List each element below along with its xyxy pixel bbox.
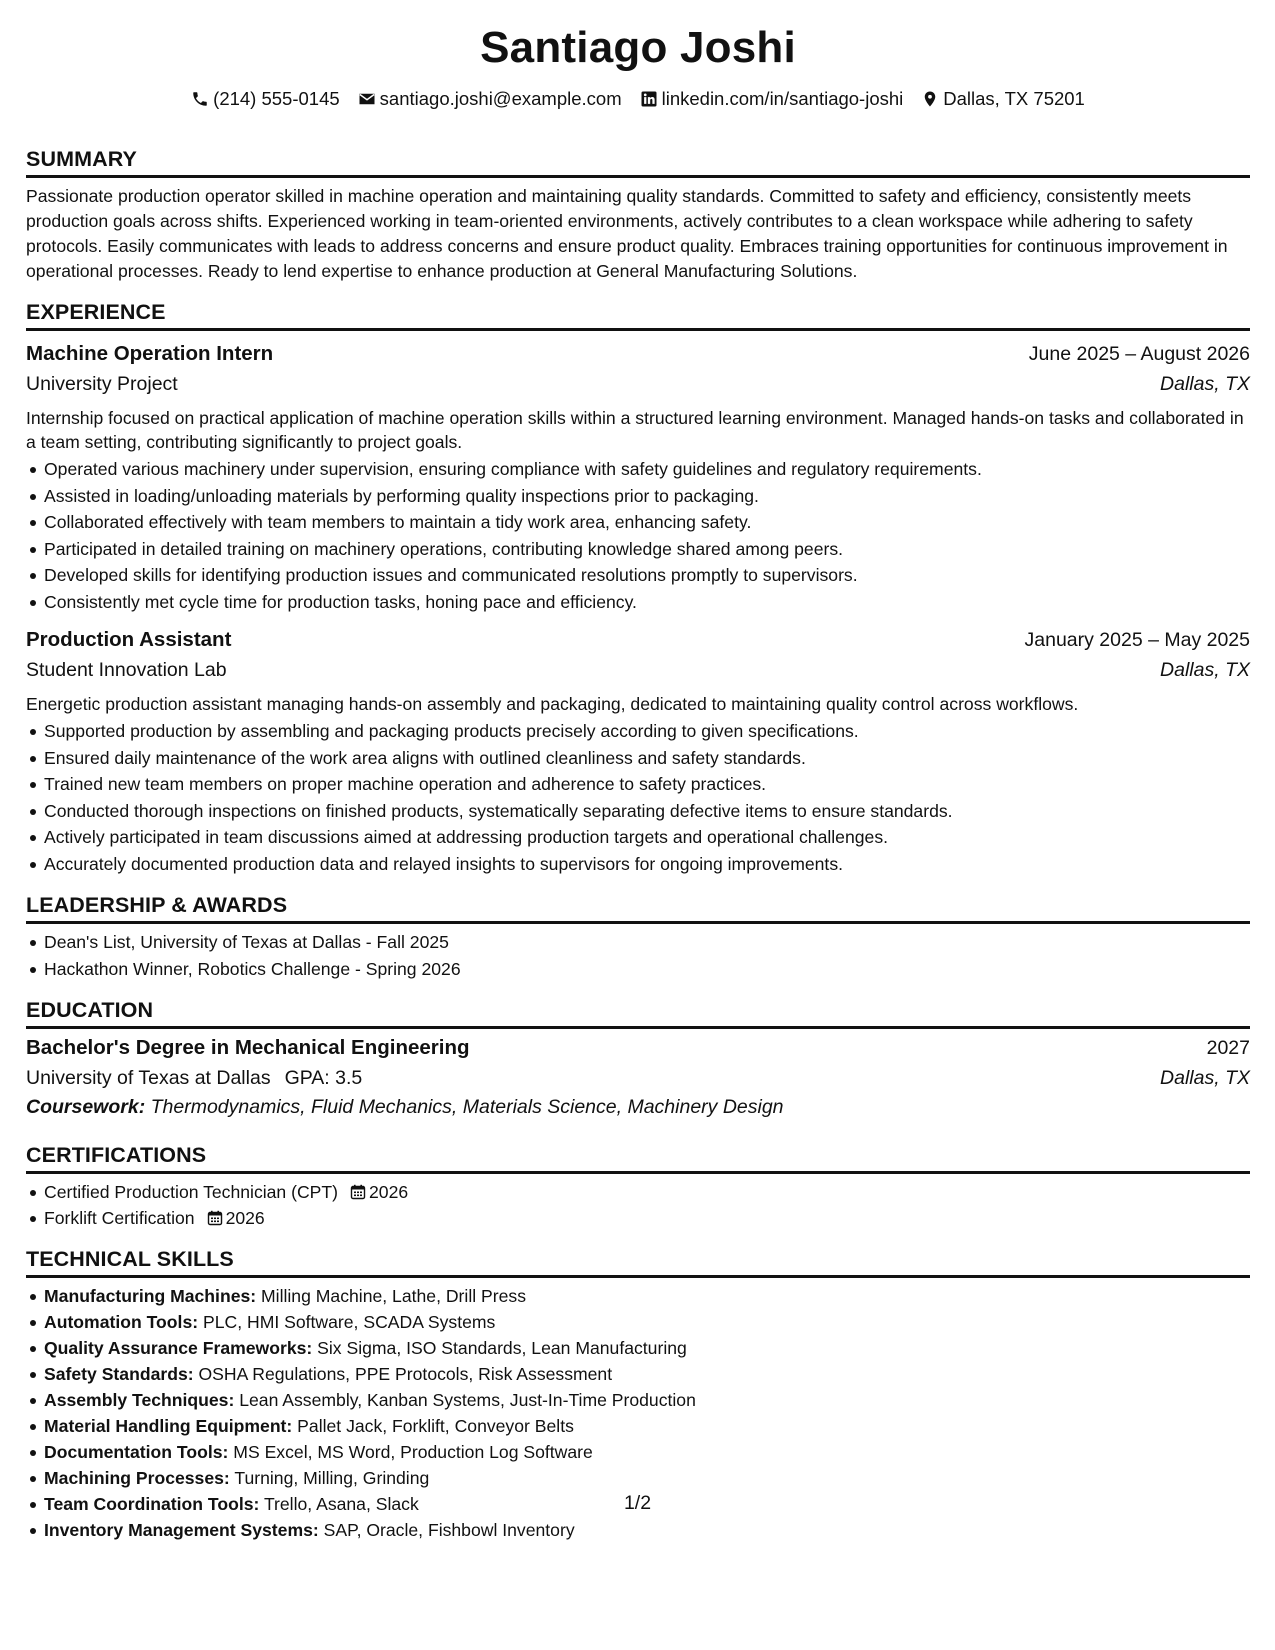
list-item: Dean's List, University of Texas at Dallas - Fall 2025: [26, 929, 1250, 956]
skill-values: SAP, Oracle, Fishbowl Inventory: [323, 1520, 575, 1540]
linkedin-icon: [640, 90, 658, 108]
phone-icon: [191, 90, 209, 108]
education-section: [26, 996, 1250, 1121]
job-dates: June 2025 – August 2026: [1028, 343, 1250, 365]
skill-category: Documentation Tools:: [44, 1442, 229, 1462]
skill-category: Material Handling Equipment:: [44, 1416, 293, 1436]
job-location: Dallas, TX: [1160, 659, 1250, 681]
list-item: Consistently met cycle time for production tasks, honing pace and efficiency.: [26, 589, 1250, 616]
section-title-leadership: LEADERSHIP & AWARDS: [26, 891, 1250, 924]
calendar-icon: [350, 1184, 366, 1200]
skill-values: Milling Machine, Lathe, Drill Press: [261, 1286, 526, 1306]
list-item: [26, 1517, 1250, 1543]
page-indicator: 1/2: [623, 1492, 652, 1514]
list-item: Trained new team members on proper machine operation and adherence to safety practices.: [26, 771, 1250, 798]
list-item: [26, 1283, 1250, 1309]
job-entry: [26, 339, 1250, 615]
skill-category: Manufacturing Machines:: [44, 1286, 257, 1306]
list-item: Actively participated in team discussions aimed at addressing production targets and operational challenges.: [26, 824, 1250, 851]
school-location: Dallas, TX: [1160, 1067, 1250, 1089]
list-item: Supported production by assembling and packaging products precisely according to given specifications.: [26, 718, 1250, 745]
map-pin-icon: [921, 90, 939, 108]
skill-category: Quality Assurance Frameworks:: [44, 1338, 313, 1358]
job-location: Dallas, TX: [1160, 373, 1250, 395]
list-item: [26, 1309, 1250, 1335]
list-item: Developed skills for identifying production issues and communicated resolutions promptly to supervisors.: [26, 562, 1250, 589]
skill-category: Assembly Techniques:: [44, 1390, 235, 1410]
list-item: Assisted in loading/unloading materials by performing quality inspections prior to packaging.: [26, 483, 1250, 510]
skill-values: OSHA Regulations, PPE Protocols, Risk Assessment: [198, 1364, 613, 1384]
linkedin-text: linkedin.com/in/santiago-joshi: [661, 88, 904, 109]
job-title: Machine Operation Intern: [26, 342, 274, 365]
list-item: Hackathon Winner, Robotics Challenge - Spring 2026: [26, 956, 1250, 983]
skill-values: MS Excel, MS Word, Production Log Software: [233, 1442, 593, 1462]
certifications-section: [26, 1141, 1250, 1231]
leadership-list: [26, 929, 1250, 982]
coursework: [26, 1093, 1250, 1121]
graduation-year: 2027: [1206, 1037, 1250, 1059]
envelope-icon: [358, 90, 376, 108]
job-bullets: [26, 718, 1250, 877]
list-item: [26, 1335, 1250, 1361]
school-name: University of Texas at Dallas: [26, 1067, 271, 1089]
list-item: [26, 1439, 1250, 1465]
section-title-certifications: CERTIFICATIONS: [26, 1141, 1250, 1174]
contact-linkedin[interactable]: [640, 88, 904, 110]
email-text: santiago.joshi@example.com: [379, 88, 622, 109]
summary-section: [26, 145, 1250, 284]
leadership-section: [26, 891, 1250, 982]
coursework-list: Thermodynamics, Fluid Mechanics, Materials Science, Machinery Design: [150, 1096, 784, 1118]
list-item: [26, 1361, 1250, 1387]
skill-values: Pallet Jack, Forklift, Conveyor Belts: [297, 1416, 574, 1436]
list-item: Participated in detailed training on machinery operations, contributing knowledge shared among peers.: [26, 536, 1250, 563]
job-entry: [26, 625, 1250, 877]
contact-bar: [26, 86, 1250, 112]
certifications-list: [26, 1179, 1250, 1231]
degree-title: Bachelor's Degree in Mechanical Engineering: [26, 1036, 470, 1059]
list-item: [26, 1205, 1250, 1231]
skill-category: Machining Processes:: [44, 1468, 230, 1488]
job-title: Production Assistant: [26, 628, 232, 651]
section-title-skills: TECHNICAL SKILLS: [26, 1245, 1250, 1278]
contact-email[interactable]: [358, 88, 622, 110]
job-description: Energetic production assistant managing hands-on assembly and packaging, dedicated to maintaining quality control across workflows.: [26, 694, 1079, 714]
list-item: Collaborated effectively with team members to maintain a tidy work area, enhancing safety.: [26, 509, 1250, 536]
list-item: Conducted thorough inspections on finished products, systematically separating defective items to ensure standards.: [26, 798, 1250, 825]
cert-name: Forklift Certification: [44, 1208, 195, 1228]
job-description: Internship focused on practical application of machine operation skills within a structured learning environment. Managed hands-on tasks and collaborated in a team setting, contributing significantly to project goals.: [26, 408, 1244, 452]
list-item: [26, 1413, 1250, 1439]
skill-values: Six Sigma, ISO Standards, Lean Manufacturing: [317, 1338, 687, 1358]
skill-values: Trello, Asana, Slack: [263, 1494, 419, 1514]
skill-values: PLC, HMI Software, SCADA Systems: [202, 1312, 496, 1332]
list-item: Ensured daily maintenance of the work area aligns with outlined cleanliness and safety standards.: [26, 745, 1250, 772]
job-dates: January 2025 – May 2025: [1024, 629, 1250, 651]
list-item: [26, 1465, 1250, 1491]
calendar-icon: [207, 1210, 223, 1226]
skill-category: Automation Tools:: [44, 1312, 199, 1332]
experience-section: [26, 298, 1250, 877]
cert-year: 2026: [369, 1182, 409, 1202]
list-item: [26, 1387, 1250, 1413]
skill-category: Safety Standards:: [44, 1364, 194, 1384]
skill-values: Lean Assembly, Kanban Systems, Just-In-Time Production: [239, 1390, 696, 1410]
list-item: [26, 1179, 1250, 1205]
section-title-education: EDUCATION: [26, 996, 1250, 1029]
skill-category: Inventory Management Systems:: [44, 1520, 319, 1540]
list-item: Accurately documented production data and relayed insights to supervisors for ongoing improvements.: [26, 851, 1250, 878]
contact-phone[interactable]: [191, 88, 340, 110]
summary-text: Passionate production operator skilled in machine operation and maintaining quality standards. Committed to safety and efficiency, consistently meets production goals across shifts. Experienced working in team-oriented environments, actively contributes to a clean workspace while adhering to safety protocols. Easily communicates with leads to address concerns and ensure product quality. Embraces training opportunities for continuous improvement in operational processes. Ready to lend expertise to enhance production at General Manufacturing Solutions.: [26, 186, 1228, 281]
cert-year: 2026: [225, 1208, 265, 1228]
job-organization: University Project: [26, 373, 178, 395]
job-organization: Student Innovation Lab: [26, 659, 227, 681]
job-bullets: [26, 456, 1250, 615]
section-title-experience: EXPERIENCE: [26, 298, 1250, 331]
coursework-label: Coursework:: [26, 1096, 146, 1118]
cert-name: Certified Production Technician (CPT): [44, 1182, 339, 1202]
list-item: Operated various machinery under supervision, ensuring compliance with safety guidelines and regulatory requirements.: [26, 456, 1250, 483]
candidate-name: Santiago Joshi: [480, 23, 796, 72]
gpa: GPA: 3.5: [284, 1067, 363, 1089]
skill-values: Turning, Milling, Grinding: [234, 1468, 430, 1488]
skill-category: Team Coordination Tools:: [44, 1494, 260, 1514]
contact-location: [921, 88, 1085, 110]
section-title-summary: SUMMARY: [26, 145, 1250, 178]
phone-text: (214) 555-0145: [213, 88, 340, 109]
location-text: Dallas, TX 75201: [943, 88, 1085, 109]
